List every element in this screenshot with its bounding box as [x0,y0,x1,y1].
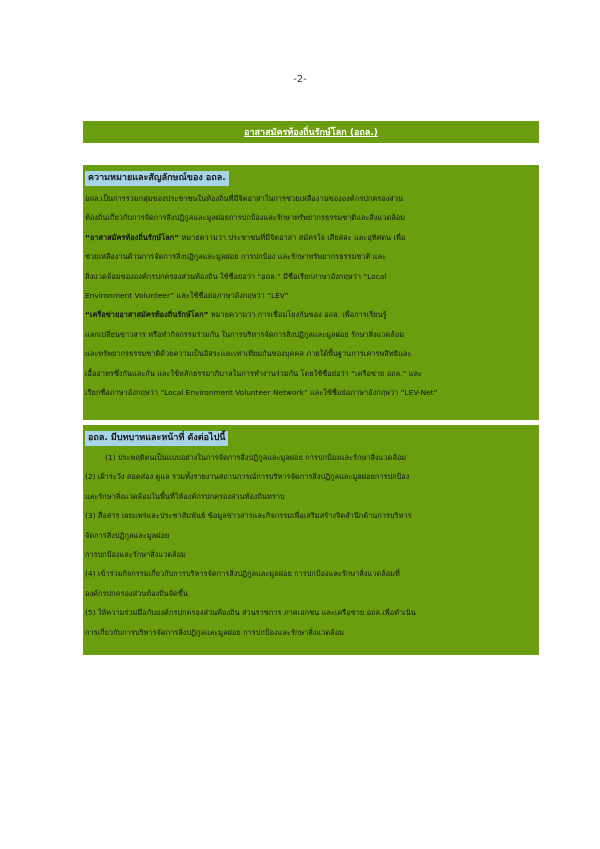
text-line [85,305,537,324]
text-fragment: หมายความว่า การเชื่อมโยงกันของ อถล. เพื่อการเรียนรู้ [210,310,387,320]
role-item: (1) ประพฤติตนเป็นแบบอย่างในการจัดการสิ่งปฏิกูลและมูลฝอย การปกป้องและรักษาสิ่งแวดล้อม [105,453,407,462]
defined-term-network: “เครือข่ายอาสาสมัครท้องถิ่นรักษ์โลก” [85,310,209,320]
role-item: การเกี่ยวกับการบริหารจัดการสิ่งปฏิกูลและมูลฝอย การปกป้องและรักษาสิ่งแวดล้อม [85,627,345,637]
text-fragment: หมายความว่า ประชาชนที่มีจิตอาสา สมัครใจ เสียสละ และอุทิศตน เพื่อ [181,232,406,242]
page-number: -2- [293,74,307,85]
definition-section [83,165,539,420]
title-bar [83,121,539,143]
text-line: ท้องถิ่นเกี่ยวกับการจัดการสิ่งปฏิกูลและมูลฝอยการปกป้องและรักษาทรัพยากรธรรมชาติและสิ่งแวดล้อม [85,213,406,223]
section-heading-roles: อถล. มีบทบาทและหน้าที่ ดังต่อไปนี้ [85,431,228,446]
text-line [85,228,537,247]
role-item: และรักษาสิ่งแวดล้อมในพื้นที่ให้องค์กรปกครองส่วนท้องถิ่นทราบ [85,491,285,501]
text-line: เอื้ออาทรซึ่งกันและกัน และใช้หลักธรรมาภิบาลในการทำงานร่วมกัน โดยใช้ชื่อย่อว่า “เครือข่าย อถล.” และ [85,368,422,378]
text-line: เรียกชื่อภาษาอังกฤษว่า “Local Environment Volunteer Network” และใช้ชื่อย่อภาษาอังกฤษว่า “LEV-Net” [85,388,438,398]
text-line: แลกเปลี่ยนข่าวสาร หรือทำกิจกรรมร่วมกัน ในการบริหารจัดการสิ่งปฏิกูลและมูลฝอย รักษาสิ่งแวดล้อม [85,329,405,339]
role-item: (2) เฝ้าระวัง สอดส่อง ดูแล รวมทั้งรายงานสถานการณ์การบริหารจัดการสิ่งปฏิกูลและมูลฝอยการปกป้อง [85,472,410,482]
role-item: (5) ให้ความร่วมมือกับองค์กรปกครองส่วนท้องถิ่น ส่วนราชการ ภาคเอกชน และเครือข่าย อถล.เพื่อดำเนิน [85,608,416,618]
text-line: สิ่งแวดล้อมขององค์กรปกครองส่วนท้องถิ่น ใช้ชื่อย่อว่า “อถล.” มีชื่อเรียกภาษาอังกฤษว่า “Local [85,271,387,281]
text-line: และทรัพยากรธรรมชาติด้วยความเป็นอิสระและเท่าเทียมกันของบุคคล ภายใต้พื้นฐานการเคารพสิทธิและ [85,349,412,359]
text-line: ช่วยเหลืองานด้านการจัดการสิ่งปฏิกูลและมูลฝอย การปกป้อง และรักษาทรัพยากรธรรมชาติ และ [85,252,386,262]
role-item: จัดการสิ่งปฏิกูลและมูลฝอย [85,530,170,540]
defined-term-volunteer: “อาสาสมัครท้องถิ่นรักษ์โลก” [85,232,179,242]
role-item: (3) สื่อสาร เผยแพร่และประชาสัมพันธ์ ข้อมูลข่าวสารและกิจกรรมเพื่อเสริมสร้างจิตสำนึกด้านการบริหาร [85,511,412,521]
roles-section [83,425,539,655]
section-heading-definition: ความหมายและสัญลักษณ์ของ อถล. [85,171,229,186]
role-item: (4) เข้าร่วมกิจกรรมเกี่ยวกับการบริหารจัดการสิ่งปฏิกูลและมูลฝอย การปกป้องและรักษาสิ่งแวดล้อมที่ [85,569,400,579]
text-line: อถล.เป็นการรวมกลุ่มของประชาชนในท้องถิ่นที่มีจิตอาสาในการช่วยเหลืองานขององค์กรปกครองส่วน [85,194,404,203]
role-item: องค์กรปกครองส่วนท้องถิ่นจัดขึ้น [85,588,188,598]
text-line: Environment Volunteer” และใช้ชื่อย่อภาษาอังกฤษว่า “LEV” [85,291,289,301]
role-item: การปกป้องและรักษาสิ่งแวดล้อม [85,550,186,560]
document-title: อาสาสมัครท้องถิ่นรักษ์โลก (อถล.) [244,128,378,138]
